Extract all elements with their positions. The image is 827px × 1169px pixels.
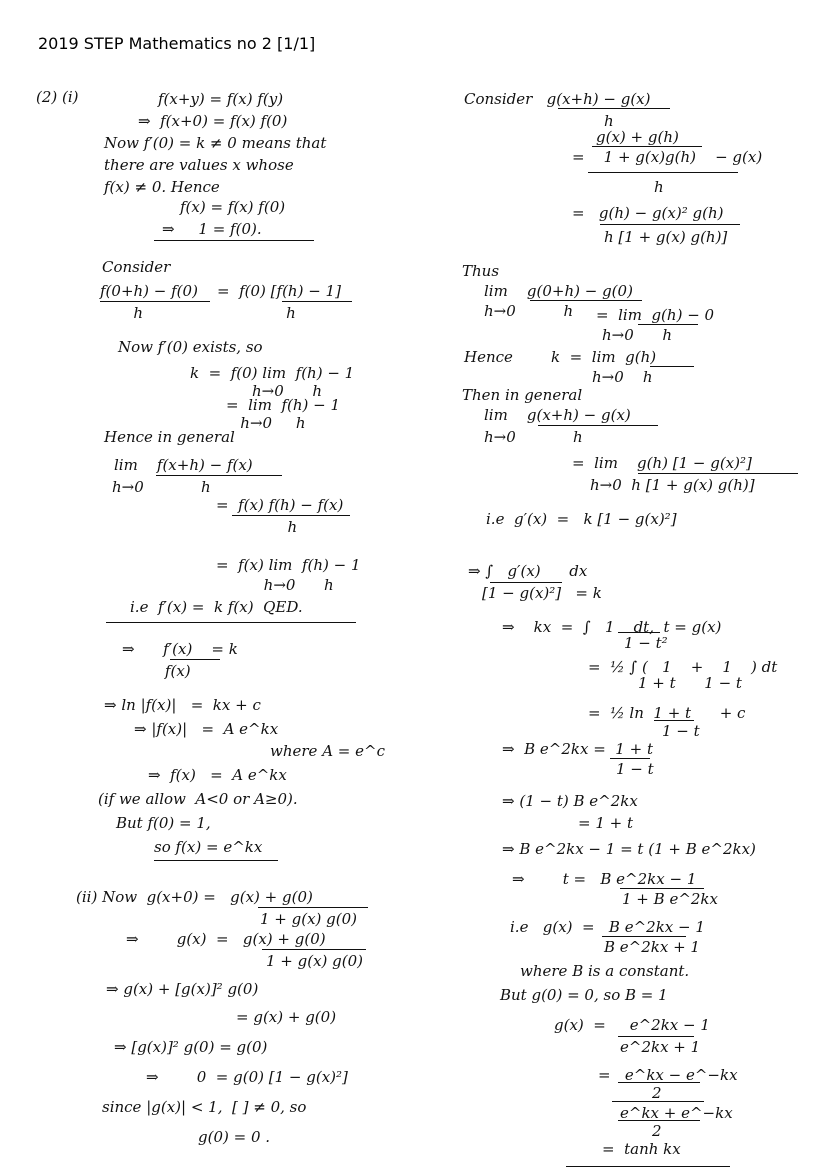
- handwritten-line: f(x+y) = f(x) f(y): [158, 90, 284, 108]
- fraction-bar: [232, 515, 350, 516]
- fraction-bar: [610, 758, 650, 759]
- handwritten-line: ⇒ 0 = g(0) [1 − g(x)²]: [146, 1068, 348, 1086]
- handwritten-line: ⇒ 1 = f(0).: [162, 220, 262, 238]
- handwritten-line: = 1 + g(x)g(h) − g(x): [572, 148, 763, 166]
- handwritten-line: f(x) ≠ 0. Hence: [104, 178, 220, 196]
- handwritten-line: h→0 h [1 + g(x) g(h)]: [590, 476, 755, 494]
- handwritten-line: Now f′(0) exists, so: [118, 338, 263, 356]
- handwritten-line: h→0 h: [190, 382, 323, 400]
- handwritten-line: Consider g(x+h) − g(x): [464, 90, 651, 108]
- handwritten-line: = f(x) f(h) − f(x): [216, 496, 344, 514]
- fraction-bar: [258, 907, 368, 908]
- fraction-bar: [638, 473, 798, 474]
- handwritten-line: g(x) = e^2kx − 1: [554, 1016, 710, 1034]
- handwritten-line: h h: [100, 304, 296, 322]
- handwritten-line: 1 + B e^2kx: [622, 890, 718, 908]
- underline-rule: [566, 1166, 730, 1167]
- handwritten-line: ⇒ [g(x)]² g(0) = g(0): [114, 1038, 268, 1056]
- handwritten-line: ⇒ B e^2kx − 1 = t (1 + B e^2kx): [502, 840, 756, 858]
- fraction-bar: [538, 425, 658, 426]
- handwritten-line: = ½ ln 1 + t + c: [588, 704, 746, 722]
- handwritten-line: = lim f(h) − 1: [226, 396, 341, 414]
- handwritten-line: Hence in general: [104, 428, 235, 446]
- handwritten-line: (ii) Now g(x+0) = g(x) + g(0): [76, 888, 313, 906]
- handwritten-line: lim f(x+h) − f(x): [114, 456, 253, 474]
- handwritten-line: h [1 + g(x) g(h)]: [604, 228, 728, 246]
- fraction-bar: [588, 172, 738, 173]
- fraction-bar: [490, 582, 562, 583]
- fraction-bar: [650, 366, 694, 367]
- handwritten-line: 1 + g(x) g(0): [266, 952, 364, 970]
- handwritten-line: i.e f′(x) = k f(x) QED.: [130, 598, 303, 616]
- handwritten-line: 2: [652, 1122, 662, 1140]
- handwritten-line: Hence k = lim g(h): [464, 348, 657, 366]
- handwritten-line: = f(x) lim f(h) − 1: [216, 556, 361, 574]
- fraction-bar: [170, 659, 220, 660]
- handwritten-line: f(x) = f(x) f(0): [180, 198, 286, 216]
- handwritten-line: 2: [652, 1084, 662, 1102]
- handwritten-line: ⇒ ∫ g′(x) dx: [468, 562, 588, 580]
- fraction-bar: [638, 324, 698, 325]
- handwritten-line: ⇒ f′(x) = k: [122, 640, 238, 658]
- handwritten-line: g(0) = 0 .: [198, 1128, 271, 1146]
- handwritten-line: i.e g′(x) = k [1 − g(x)²]: [486, 510, 677, 528]
- handwritten-line: (2) (i): [36, 88, 79, 106]
- handwritten-line: e^2kx + 1: [620, 1038, 701, 1056]
- handwritten-line: But g(0) = 0, so B = 1: [500, 986, 668, 1004]
- fraction-bar: [558, 108, 670, 109]
- handwritten-line: = e^kx − e^−kx: [598, 1066, 738, 1084]
- underline-rule: [154, 240, 314, 241]
- handwritten-line: But f(0) = 1,: [116, 814, 211, 832]
- fraction-bar: [620, 888, 704, 889]
- handwritten-line: f(x): [122, 662, 191, 680]
- handwritten-line: = g(h) − g(x)² g(h): [572, 204, 724, 222]
- underline-rule: [154, 860, 278, 861]
- underline-rule: [106, 622, 356, 623]
- handwritten-line: h: [604, 112, 614, 130]
- handwritten-line: = lim g(h) [1 − g(x)²]: [572, 454, 752, 472]
- handwritten-line: e^kx + e^−kx: [620, 1104, 733, 1122]
- handwritten-line: where A = e^c: [270, 742, 385, 760]
- handwritten-line: 1 + g(x) g(0): [260, 910, 358, 928]
- handwritten-line: = tanh kx: [602, 1140, 681, 1158]
- fraction-bar: [100, 301, 210, 302]
- handwritten-line: = lim g(h) − 0: [596, 306, 715, 324]
- fraction-bar: [156, 475, 282, 476]
- handwritten-line: ⇒ g(x) + [g(x)]² g(0): [106, 980, 259, 998]
- fraction-bar: [600, 224, 740, 225]
- handwritten-line: f(0+h) − f(0) = f(0) [f(h) − 1]: [100, 282, 341, 300]
- handwritten-line: 1 + t 1 − t: [638, 674, 742, 692]
- handwritten-line: 1 − t: [662, 722, 700, 740]
- handwritten-line: there are values x whose: [104, 156, 294, 174]
- fraction-bar: [592, 146, 702, 147]
- handwritten-line: h→0 h: [226, 414, 306, 432]
- handwritten-line: ⇒ B e^2kx = 1 + t: [502, 740, 653, 758]
- handwritten-line: ⇒ |f(x)| = A e^kx: [134, 720, 279, 738]
- handwritten-line: Then in general: [462, 386, 583, 404]
- page-header: 2019 STEP Mathematics no 2 [1/1]: [38, 34, 316, 53]
- handwritten-line: Thus: [462, 262, 500, 280]
- handwritten-line: h→0 h: [484, 302, 574, 320]
- fraction-bar: [262, 949, 366, 950]
- fraction-bar: [282, 301, 352, 302]
- handwritten-line: h→0 h: [112, 478, 211, 496]
- fraction-bar: [602, 936, 686, 937]
- handwritten-line: h: [654, 178, 664, 196]
- handwritten-line: 1 − t²: [624, 634, 668, 652]
- handwritten-line: = 1 + t: [578, 814, 634, 832]
- handwritten-line: (if we allow A<0 or A≥0).: [98, 790, 298, 808]
- handwritten-line: h: [216, 518, 298, 536]
- handwritten-line: ⇒ (1 − t) B e^2kx: [502, 792, 638, 810]
- handwritten-line: k = f(0) lim f(h) − 1: [190, 364, 355, 382]
- handwritten-line: ⇒ f(x+0) = f(x) f(0): [138, 112, 288, 130]
- handwritten-line: since |g(x)| < 1, [ ] ≠ 0, so: [102, 1098, 307, 1116]
- handwritten-line: lim g(x+h) − g(x): [484, 406, 631, 424]
- handwritten-line: where B is a constant.: [520, 962, 690, 980]
- handwritten-line: h→0 h: [592, 368, 653, 386]
- handwritten-line: h→0 h: [484, 428, 583, 446]
- handwritten-line: ⇒ f(x) = A e^kx: [148, 766, 287, 784]
- handwritten-line: lim g(0+h) − g(0): [484, 282, 633, 300]
- handwritten-line: so f(x) = e^kx: [154, 838, 263, 856]
- fraction-bar: [618, 1036, 694, 1037]
- handwritten-line: B e^2kx + 1: [604, 938, 700, 956]
- handwritten-line: i.e g(x) = B e^2kx − 1: [510, 918, 705, 936]
- handwritten-line: = g(x) + g(0): [236, 1008, 337, 1026]
- fraction-bar: [530, 300, 642, 301]
- handwritten-line: 1 − t: [616, 760, 654, 778]
- handwritten-line: g(x) + g(h): [596, 128, 679, 146]
- handwritten-line: [1 − g(x)²] = k: [482, 584, 602, 602]
- handwritten-line: h→0 h: [216, 576, 334, 594]
- handwritten-line: h→0 h: [602, 326, 673, 344]
- handwritten-line: ⇒ kx = ∫ 1 dt, t = g(x): [502, 618, 722, 636]
- handwritten-line: ⇒ t = B e^2kx − 1: [512, 870, 697, 888]
- handwritten-line: = ½ ∫ ( 1 + 1 ) dt: [588, 658, 778, 676]
- handwritten-line: Consider: [102, 258, 171, 276]
- handwritten-line: ⇒ g(x) = g(x) + g(0): [126, 930, 326, 948]
- handwritten-line: Now f′(0) = k ≠ 0 means that: [104, 134, 327, 152]
- handwritten-line: ⇒ ln |f(x)| = kx + c: [104, 696, 261, 714]
